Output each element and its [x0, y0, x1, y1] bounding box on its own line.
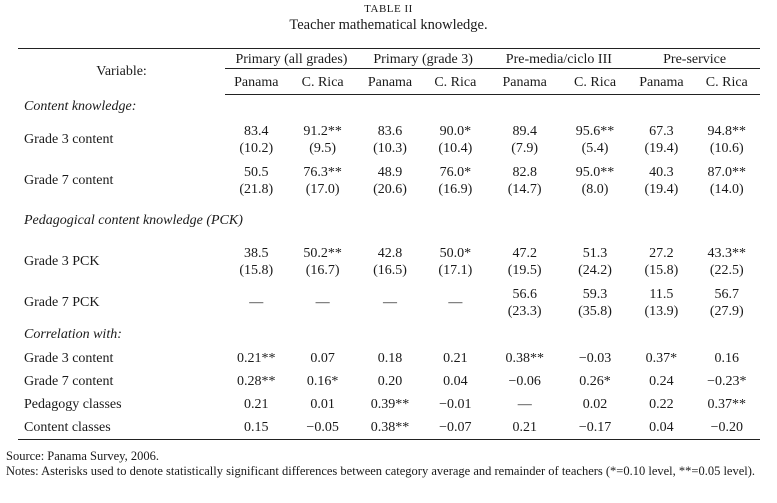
table-row	[18, 370, 760, 393]
cell-sd: (16.7)	[305, 262, 340, 278]
col-header: C. Rica	[561, 72, 629, 95]
cell-mean: 51.3	[582, 245, 608, 261]
table-row	[18, 119, 760, 160]
col-header: C. Rica	[694, 72, 760, 95]
cell-sd: (10.6)	[709, 140, 744, 156]
cell-value: 0.21	[244, 396, 269, 412]
cell-mean: 38.5	[244, 245, 269, 261]
cell-value: 0.07	[310, 350, 335, 366]
cell-sd: (20.6)	[373, 181, 407, 197]
cell-sd: (14.0)	[709, 181, 744, 197]
cell-value: −0.07	[422, 416, 488, 440]
cell-sd: (14.7)	[507, 181, 542, 197]
cell-value: −0.06	[508, 373, 541, 389]
cell-mean: 76.0*	[439, 164, 472, 180]
cell-sd: (24.2)	[578, 262, 612, 278]
teacher-knowledge-table	[18, 48, 760, 440]
table-title-block	[0, 3, 777, 34]
cell-value: 0.38**	[358, 416, 422, 440]
row-label: Content classes	[18, 416, 225, 440]
cell-sd: (16.9)	[438, 181, 473, 197]
table-label: TABLE II	[364, 3, 413, 15]
cell-mean: 95.0**	[575, 164, 615, 180]
table-notes	[6, 449, 772, 479]
cell-value: 0.39**	[370, 396, 410, 412]
row-label: Grade 7 content	[24, 373, 114, 389]
col-header: Panama	[629, 72, 693, 95]
cell-mean: 95.6**	[575, 123, 615, 139]
row-label: Grade 3 PCK	[24, 254, 100, 269]
cell-sd: (22.5)	[709, 262, 744, 278]
cell-sd: (21.8)	[239, 181, 274, 197]
cell-mean: 48.9	[377, 164, 403, 180]
cell-sd: (8.0)	[581, 181, 609, 197]
col-header: C. Rica	[287, 72, 357, 95]
table-row	[18, 347, 760, 370]
table-row	[18, 282, 760, 323]
cell-value: 0.04	[443, 373, 468, 389]
col-header: C. Rica	[422, 72, 488, 95]
cell-sd: (27.9)	[709, 303, 744, 319]
cell-value: 0.37*	[645, 350, 678, 366]
table-row	[18, 241, 760, 282]
cell-mean: 83.6	[377, 123, 403, 139]
cell-value: 0.15	[225, 416, 287, 440]
cell-sd: (9.5)	[309, 140, 337, 156]
source-note: Source: Panama Survey, 2006.	[6, 449, 159, 463]
table-caption: Teacher mathematical knowledge.	[289, 17, 488, 33]
cell-sd: (15.8)	[644, 262, 679, 278]
cell-sd: (10.4)	[438, 140, 473, 156]
table-row	[18, 393, 760, 416]
cell-mean: 59.3	[582, 286, 608, 302]
col-header: Panama	[358, 72, 422, 95]
col-header: Panama	[489, 72, 561, 95]
cell-value: 0.21	[443, 350, 468, 366]
cell-value: 0.20	[377, 373, 403, 389]
cell-mean: 67.3	[649, 123, 674, 139]
cell-mean: 94.8**	[707, 123, 747, 139]
cell-sd: (10.3)	[373, 140, 407, 156]
cell-mean: 50.0*	[439, 245, 472, 261]
cell-mean: 42.8	[377, 245, 403, 261]
cell-value: —	[517, 396, 532, 412]
cell-value: 0.21**	[237, 350, 276, 366]
cell-value: −0.17	[561, 416, 629, 440]
cell-value: 0.21	[489, 416, 561, 440]
cell-value: −0.05	[287, 416, 357, 440]
cell-value: 0.28**	[237, 373, 276, 389]
cell-mean: 87.0**	[707, 164, 747, 180]
row-label: Grade 7 PCK	[24, 295, 100, 310]
cell-sd: (19.5)	[507, 262, 542, 278]
cell-mean: 82.8	[512, 164, 537, 180]
cell-mean: —	[315, 295, 330, 310]
cell-mean: —	[382, 295, 397, 310]
cell-sd: (16.5)	[373, 262, 407, 278]
cell-value: 0.38**	[505, 350, 544, 366]
group-header-primary-grade3: Primary (grade 3)	[358, 52, 489, 69]
cell-value: 0.18	[377, 350, 403, 366]
cell-mean: —	[249, 295, 264, 310]
cell-mean: 76.3**	[303, 164, 342, 180]
section-content-knowledge: Content knowledge:	[24, 99, 137, 114]
variable-header: Variable:	[18, 49, 225, 95]
cell-sd: (23.3)	[507, 303, 542, 319]
cell-value: 0.16*	[306, 373, 339, 389]
table-row	[18, 160, 760, 201]
cell-mean: 27.2	[649, 245, 674, 261]
cell-mean: 43.3**	[707, 245, 747, 261]
row-label: Grade 3 content	[24, 132, 114, 147]
cell-mean: 11.5	[649, 286, 674, 302]
cell-value: 0.02	[582, 396, 608, 412]
section-correlation: Correlation with:	[24, 327, 122, 342]
cell-sd: (19.4)	[644, 140, 679, 156]
cell-value: 0.04	[629, 416, 693, 440]
cell-value: 0.22	[649, 396, 674, 412]
cell-value: −0.20	[694, 416, 760, 440]
group-header-premedia: Pre-media/ciclo III	[489, 52, 630, 69]
col-header: Panama	[225, 72, 287, 95]
cell-sd: (19.4)	[644, 181, 679, 197]
cell-mean: —	[448, 295, 463, 310]
cell-mean: 50.5	[244, 164, 269, 180]
significance-note: Notes: Asterisks used to denote statistically significant differences between category average and remainder of teachers (*=0.10 level, **=0.05 level).	[6, 464, 756, 478]
cell-sd: (15.8)	[239, 262, 274, 278]
cell-mean: 89.4	[512, 123, 537, 139]
cell-value: −0.03	[578, 350, 612, 366]
cell-value: 0.37**	[707, 396, 747, 412]
cell-sd: (5.4)	[581, 140, 609, 156]
cell-value: −0.01	[439, 396, 472, 412]
cell-sd: (7.9)	[511, 140, 539, 156]
cell-mean: 90.0*	[439, 123, 472, 139]
cell-mean: 47.2	[512, 245, 537, 261]
table-row	[18, 416, 760, 440]
row-label: Pedagogy classes	[24, 396, 122, 412]
cell-value: 0.16	[714, 350, 740, 366]
cell-sd: (10.2)	[239, 140, 274, 156]
cell-mean: 56.7	[714, 286, 740, 302]
group-header-preservice: Pre-service	[629, 52, 760, 69]
row-label: Grade 3 content	[24, 350, 114, 366]
cell-sd: (35.8)	[578, 303, 612, 319]
cell-value: 0.24	[649, 373, 674, 389]
cell-mean: 56.6	[512, 286, 537, 302]
cell-value: 0.26*	[579, 373, 611, 389]
cell-value: 0.01	[310, 396, 335, 412]
cell-mean: 40.3	[649, 164, 674, 180]
cell-sd: (13.9)	[644, 303, 679, 319]
cell-mean: 91.2**	[303, 123, 342, 139]
cell-mean: 83.4	[244, 123, 269, 139]
section-pck: Pedagogical content knowledge (PCK)	[24, 213, 243, 228]
cell-value: −0.23*	[707, 373, 747, 389]
group-header-primary-all: Primary (all grades)	[225, 52, 358, 69]
cell-sd: (17.0)	[305, 181, 340, 197]
cell-mean: 50.2**	[303, 245, 342, 261]
cell-sd: (17.1)	[438, 262, 473, 278]
row-label: Grade 7 content	[24, 173, 114, 188]
